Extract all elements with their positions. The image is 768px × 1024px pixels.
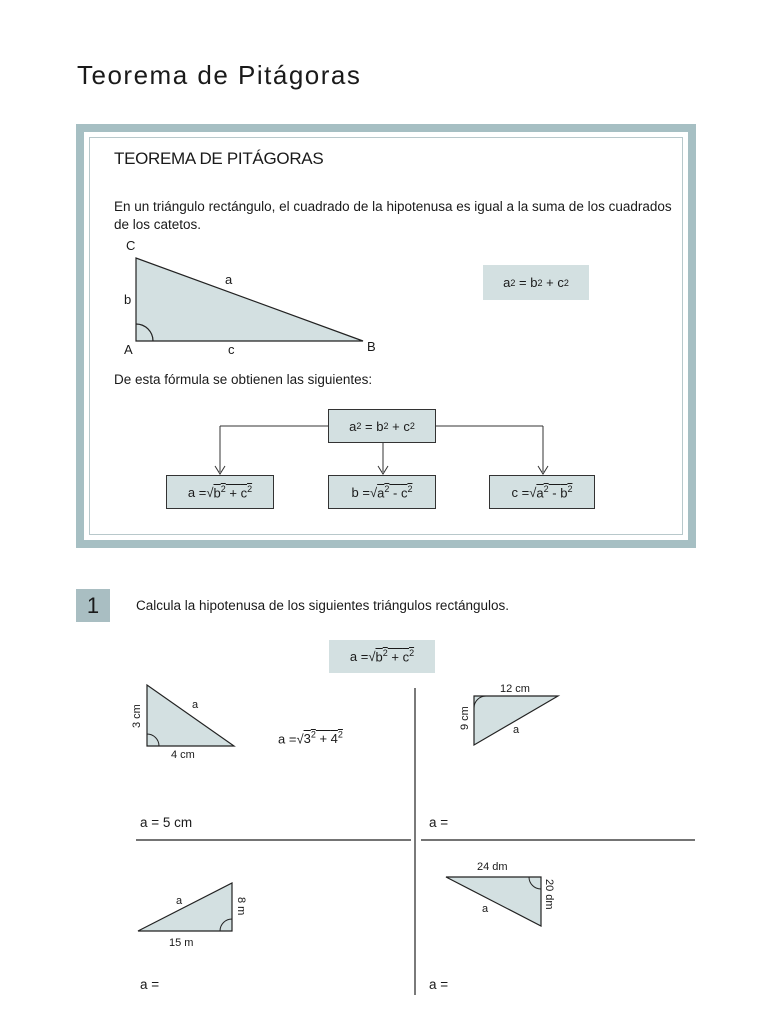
derived-intro: De esta fórmula se obtienen las siguientes: <box>114 372 373 387</box>
problem-2-answer: a = <box>429 815 449 830</box>
problem-4-triangle <box>446 877 541 926</box>
theorem-statement: En un triángulo rectángulo, el cuadrado de la hipotenusa es igual a la suma de los cuadrados de los catetos. <box>114 199 672 232</box>
problem-2-leg-1: 12 cm <box>500 683 530 695</box>
exercise-formula: a = √ $b^2 + c^2$ <box>329 640 435 673</box>
problem-3-leg-1: 15 m <box>169 937 194 949</box>
problem-1-hyp: a <box>192 699 199 711</box>
problem-3-leg-2: 8 m <box>235 897 247 916</box>
problem-4-leg-2: 20 dm <box>543 879 555 910</box>
problem-4-leg-1: 24 dm <box>477 861 508 873</box>
theory-heading: TEOREMA DE PITÁGORAS <box>114 149 324 168</box>
problem-2-leg-2: 9 cm <box>459 706 471 730</box>
side-a-label: a <box>225 272 233 287</box>
problem-1-answer: a = 5 cm <box>140 815 193 830</box>
problem-4-answer: a = <box>429 977 449 992</box>
page-title: Teorema de Pitágoras <box>77 60 362 90</box>
derived-formula-c: c = √ $a^2 - b^2$ <box>489 475 595 509</box>
problem-1-leg-2: 4 cm <box>171 749 195 761</box>
problem-1-leg-1: 3 cm <box>131 704 143 728</box>
main-triangle <box>136 258 363 341</box>
problem-3-hyp: a <box>176 895 183 907</box>
derived-formula-b: b = √ $a^2 - c^2$ <box>328 475 436 509</box>
exercise-instruction: Calcula la hipotenusa de los siguientes triángulos rectángulos. <box>136 598 509 613</box>
side-c-label: c <box>228 342 235 357</box>
tree-root-formula: a 2 = b 2 + c 2 <box>328 409 436 443</box>
vertex-a-label: A <box>124 342 133 357</box>
problem-4-hyp: a <box>482 903 489 915</box>
problem-2-triangle <box>474 696 558 745</box>
problem-3-answer: a = <box>140 977 160 992</box>
exercise-number: 1 <box>76 589 110 622</box>
example-work: $a =√3^2 + 4^2$ <box>278 730 343 747</box>
side-b-label: b <box>124 292 132 307</box>
derived-formula-a: a = √ $b^2 + c^2$ <box>166 475 274 509</box>
problem-1-triangle <box>147 685 234 746</box>
vertex-c-label: C <box>126 238 136 253</box>
problem-3-triangle <box>138 883 232 931</box>
problem-2-hyp: a <box>513 724 520 736</box>
vertex-b-label: B <box>367 339 376 354</box>
main-formula: a 2 = b 2 + c 2 <box>483 265 589 300</box>
